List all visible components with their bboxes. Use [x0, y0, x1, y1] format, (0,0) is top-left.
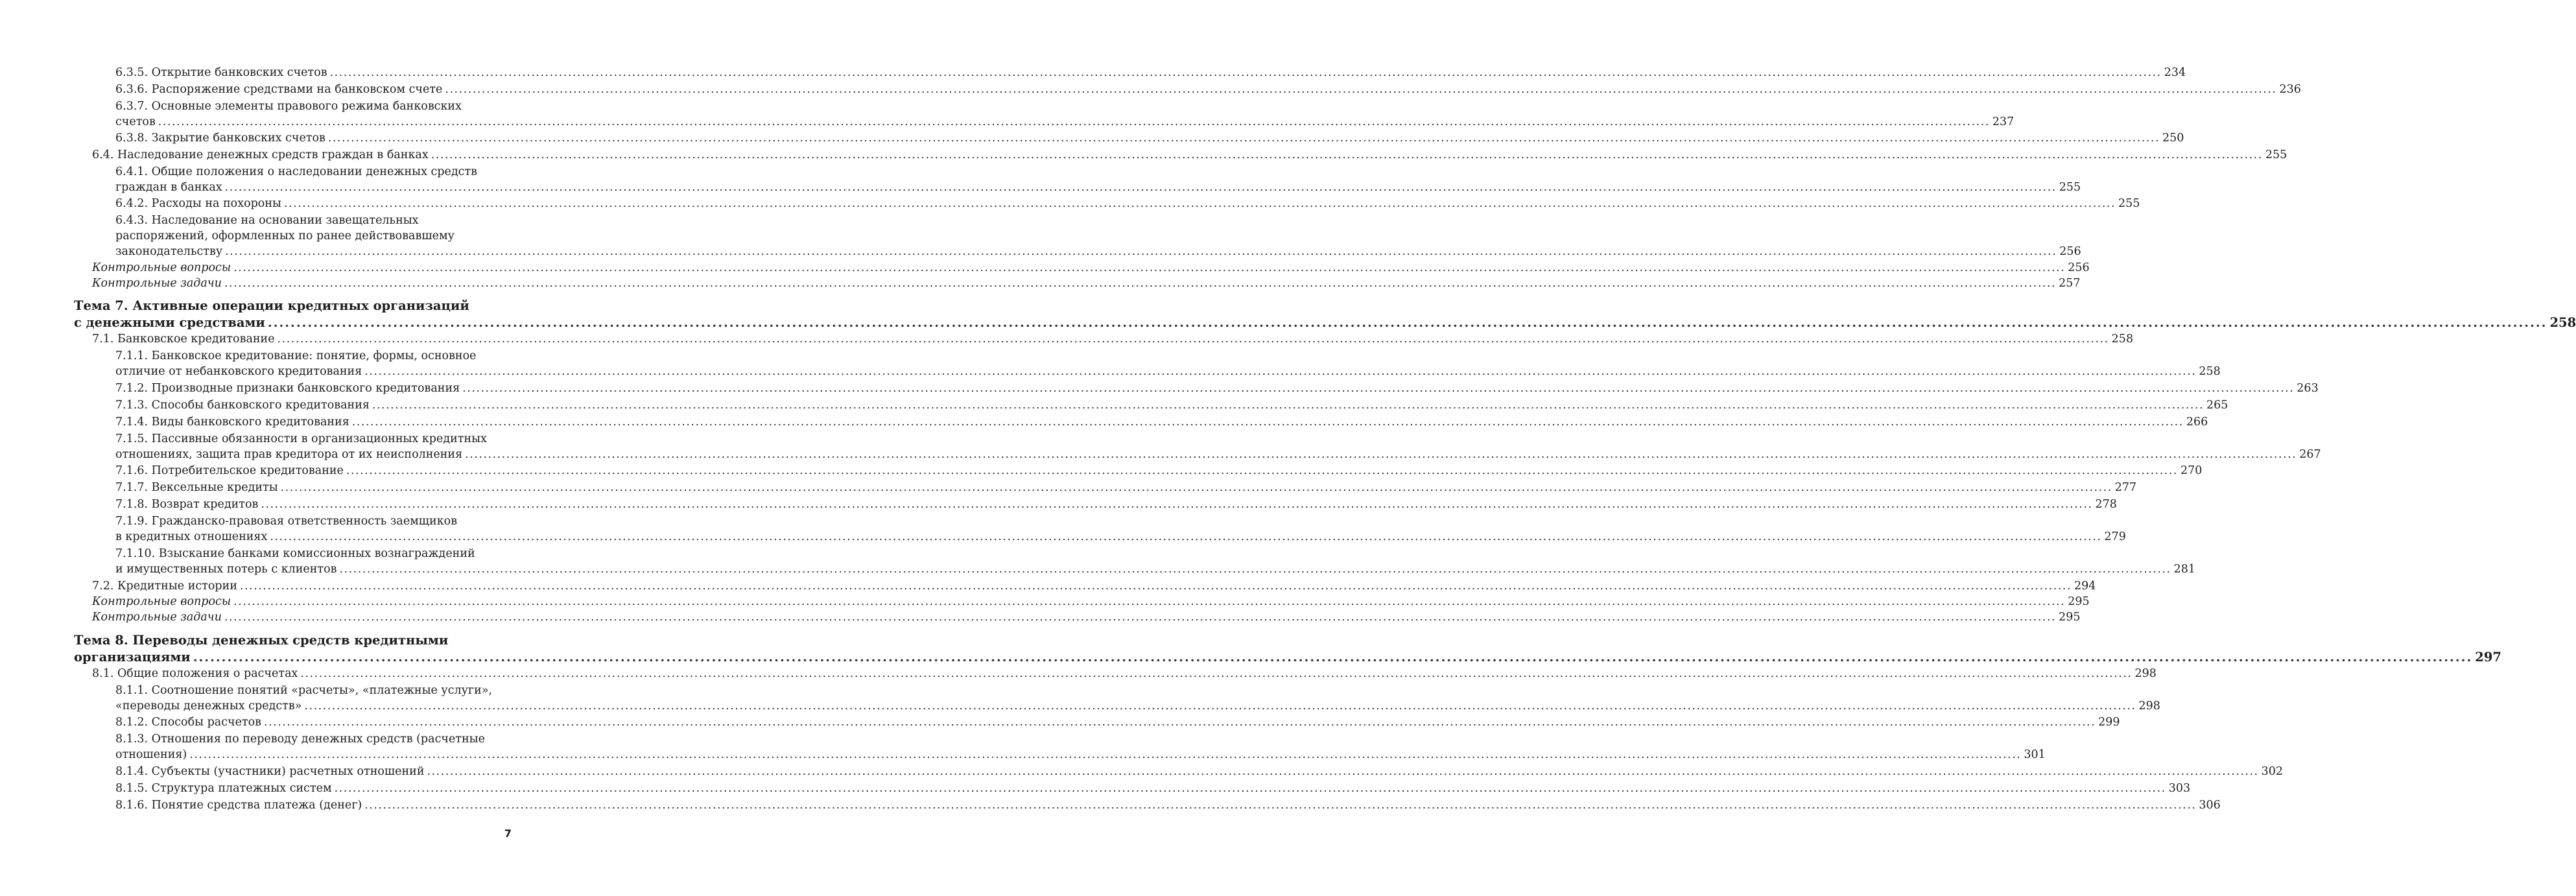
entry-title-line: 7.1.5. Пассивные обязанности в организационных кредитных [115, 432, 487, 445]
toc-entry [115, 781, 2191, 796]
entry-title-line: 7.1.2. Производные признаки банковского кредитования [115, 382, 460, 395]
entry-page-number: 303 [2168, 782, 2191, 795]
toc-entry [115, 99, 2015, 130]
toc-entry [115, 797, 2221, 813]
entry-title-line: 8.1.6. Понятие средства платежа (денег) [115, 799, 362, 812]
toc-entry [115, 397, 2228, 413]
entry-title-line: 6.4.1. Общие положения о наследовании денежных средств [115, 165, 477, 178]
toc-entry [92, 260, 2090, 276]
entry-title-line: Тема 7. Активные операции кредитных организаций [74, 298, 469, 313]
toc-entry [115, 381, 2319, 396]
entry-page-number: 278 [2095, 498, 2117, 511]
entry-title-line: 7.1.1. Банковское кредитование: понятие, формы, основное [115, 349, 477, 362]
entry-title-line: и имущественных потерь с клиентов [115, 563, 337, 576]
dot-leader: ................................................................................................................................................................................................................................................................................................................................................................................................................ [270, 530, 2102, 543]
dot-leader: ................................................................................................................................................................................................................................................................................................................................................................................................................ [364, 365, 2197, 378]
page-number: 7 [504, 827, 512, 840]
toc-topic-heading [74, 298, 2576, 331]
toc-entry [115, 546, 2196, 577]
entry-page-number: 270 [2180, 464, 2203, 477]
entry-title-line: 7.1. Банковское кредитование [92, 333, 275, 346]
toc-entry [115, 65, 2186, 80]
entry-title-line: 7.1.6. Потребительское кредитование [115, 464, 344, 477]
dot-leader: ................................................................................................................................................................................................................................................................................................................................................................................................................ [277, 333, 2109, 346]
entry-page-number: 258 [2111, 333, 2134, 346]
entry-title-line: Тема 8. Переводы денежных средств кредитными [74, 633, 449, 648]
entry-page-number: 297 [2475, 650, 2501, 665]
toc-topic-heading [74, 632, 2501, 666]
dot-leader: ................................................................................................................................................................................................................................................................................................................................................................................................................ [304, 700, 2136, 713]
dot-leader: ................................................................................................................................................................................................................................................................................................................................................................................................................ [346, 464, 2178, 477]
entry-page-number: 302 [2261, 765, 2284, 778]
dot-leader: ................................................................................................................................................................................................................................................................................................................................................................................................................ [224, 611, 2057, 624]
toc-entry [92, 609, 2081, 625]
entry-title-line: 7.1.4. Виды банковского кредитования [115, 416, 349, 429]
entry-title-line: счетов [115, 115, 156, 128]
toc-entry [92, 147, 2287, 163]
entry-title-line: 8.1. Общие положения о расчетах [92, 667, 298, 680]
entry-page-number: 298 [2134, 667, 2157, 680]
entry-page-number: 256 [2068, 261, 2090, 274]
toc-entry [115, 82, 2301, 97]
toc-entry [115, 497, 2117, 512]
entry-page-number: 234 [2164, 66, 2186, 79]
entry-title-line: 7.1.10. Взыскание банками комиссионных вознаграждений [115, 547, 475, 560]
entry-page-number: 256 [2059, 245, 2081, 258]
dot-leader: ................................................................................................................................................................................................................................................................................................................................................................................................................ [300, 667, 2133, 680]
entry-page-number: 298 [2138, 700, 2160, 713]
entry-title-line: 8.1.5. Структура платежных систем [115, 782, 332, 795]
entry-title-line: 8.1.2. Способы расчетов [115, 716, 262, 729]
toc-entry [92, 666, 2157, 681]
dot-leader: ................................................................................................................................................................................................................................................................................................................................................................................................................ [280, 481, 2112, 494]
toc-entry [115, 683, 2160, 714]
entry-page-number: 277 [2114, 481, 2137, 494]
entry-page-number: 294 [2074, 580, 2096, 593]
entry-page-number: 258 [2199, 365, 2221, 378]
entry-page-number: 306 [2199, 799, 2221, 812]
dot-leader: ................................................................................................................................................................................................................................................................................................................................................................................................................ [264, 716, 2096, 729]
entry-title-line: 6.3.7. Основные элементы правового режима банковских [115, 100, 462, 113]
dot-leader: ................................................................................................................................................................................................................................................................................................................................................................................................................ [329, 66, 2162, 79]
entry-title-line: 6.4.3. Наследование на основании завещательных [115, 214, 419, 227]
entry-title-line: отношениях, защита прав кредитора от их неисполнения [115, 448, 463, 461]
dot-leader: ................................................................................................................................................................................................................................................................................................................................................................................................................ [334, 782, 2166, 795]
dot-leader: ................................................................................................................................................................................................................................................................................................................................................................................................................ [233, 261, 2066, 274]
dot-leader: ................................................................................................................................................................................................................................................................................................................................................................................................................ [465, 448, 2297, 461]
toc-entry [115, 731, 2046, 762]
entry-page-number: 281 [2173, 563, 2196, 576]
entry-page-number: 301 [2024, 748, 2046, 761]
entry-title-line: отличие от небанковского кредитования [115, 365, 362, 378]
entry-title-line: 6.4.2. Расходы на похороны [115, 197, 281, 210]
dot-leader: ................................................................................................................................................................................................................................................................................................................................................................................................................ [339, 563, 2171, 576]
entry-page-number: 266 [2186, 416, 2208, 429]
toc-entry [115, 196, 2140, 211]
entry-title-line: 7.2. Кредитные истории [92, 580, 237, 593]
dot-leader: ................................................................................................................................................................................................................................................................................................................................................................................................................ [372, 399, 2204, 412]
dot-leader: ................................................................................................................................................................................................................................................................................................................................................................................................................ [283, 197, 2116, 210]
entry-title-line: 6.4. Наследование денежных средств граждан в банках [92, 148, 429, 161]
entry-title-line: граждан в банках [115, 181, 222, 194]
entry-title-line: «переводы денежных средств» [115, 700, 302, 713]
dot-leader: ................................................................................................................................................................................................................................................................................................................................................................................................................ [351, 416, 2184, 429]
toc-entry [115, 130, 2184, 146]
entry-page-number: 295 [2059, 611, 2081, 624]
entry-page-number: 255 [2059, 181, 2081, 194]
toc-entry [115, 213, 2081, 259]
entry-page-number: 250 [2162, 132, 2184, 145]
entry-page-number: 258 [2549, 315, 2576, 330]
toc-entry [115, 513, 2126, 545]
toc-entry [115, 414, 2208, 430]
entry-title-line: 7.1.8. Возврат кредитов [115, 498, 259, 511]
dot-leader: ................................................................................................................................................................................................................................................................................................................................................................................................................ [224, 181, 2057, 194]
dot-leader: ................................................................................................................................................................................................................................................................................................................................................................................................................ [327, 132, 2160, 145]
dot-leader: ................................................................................................................................................................................................................................................................................................................................................................................................................ [158, 115, 1990, 128]
entry-title-line: 8.1.4. Субъекты (участники) расчетных отношений [115, 765, 425, 778]
entry-title-line: с денежными средствами [74, 315, 265, 330]
entry-title-line: 8.1.1. Соотношение понятий «расчеты», «платежные услуги», [115, 684, 493, 697]
dot-leader: ................................................................................................................................................................................................................................................................................................................................................................................................................ [193, 650, 2473, 665]
entry-page-number: 236 [2279, 83, 2301, 96]
entry-title-line: организациями [74, 650, 191, 665]
dot-leader: ................................................................................................................................................................................................................................................................................................................................................................................................................ [462, 382, 2295, 395]
dot-leader: ................................................................................................................................................................................................................................................................................................................................................................................................................ [233, 595, 2066, 608]
entry-page-number: 257 [2059, 277, 2081, 290]
entry-page-number: 267 [2299, 448, 2321, 461]
entry-title-line: 8.1.3. Отношения по переводу денежных средств (расчетные [115, 733, 485, 746]
dot-leader: ................................................................................................................................................................................................................................................................................................................................................................................................................ [427, 765, 2259, 778]
entry-title-line: 7.1.9. Гражданско-правовая ответственность заемщиков [115, 515, 458, 528]
toc-entry [92, 276, 2081, 291]
entry-page-number: 237 [1992, 115, 2015, 128]
entry-title-line: 6.3.8. Закрытие банковских счетов [115, 132, 325, 145]
entry-page-number: 263 [2297, 382, 2319, 395]
toc-entry [115, 348, 2221, 379]
entry-title-line: Контрольные задачи [92, 611, 222, 624]
entry-page-number: 295 [2068, 595, 2090, 608]
entry-page-number: 299 [2098, 716, 2120, 729]
toc-entry [92, 578, 2096, 594]
entry-title-line: 6.3.6. Распоряжение средствами на банковском счете [115, 83, 443, 96]
toc-entry [115, 463, 2203, 478]
dot-leader: ................................................................................................................................................................................................................................................................................................................................................................................................................ [189, 748, 2022, 761]
dot-leader: ................................................................................................................................................................................................................................................................................................................................................................................................................ [225, 245, 2057, 258]
toc-entry [92, 594, 2090, 609]
entry-title-line: законодательству [115, 245, 223, 258]
dot-leader: ................................................................................................................................................................................................................................................................................................................................................................................................................ [445, 83, 2277, 96]
entry-title-line: 7.1.3. Способы банковского кредитования [115, 399, 370, 412]
entry-title-line: отношения) [115, 748, 187, 761]
entry-page-number: 265 [2206, 399, 2228, 412]
toc-entry [115, 714, 2120, 730]
dot-leader: ................................................................................................................................................................................................................................................................................................................................................................................................................ [431, 148, 2263, 161]
entry-title-line: Контрольные вопросы [92, 261, 231, 274]
toc-entry [115, 431, 2321, 462]
dot-leader: ................................................................................................................................................................................................................................................................................................................................................................................................................ [261, 498, 2093, 511]
dot-leader: ................................................................................................................................................................................................................................................................................................................................................................................................................ [224, 277, 2057, 290]
toc-entry [92, 331, 2134, 347]
entry-title-line: 6.3.5. Открытие банковских счетов [115, 66, 327, 79]
dot-leader: ................................................................................................................................................................................................................................................................................................................................................................................................................ [364, 799, 2197, 812]
dot-leader: ................................................................................................................................................................................................................................................................................................................................................................................................................ [267, 315, 2547, 330]
entry-page-number: 255 [2265, 148, 2287, 161]
dot-leader: ................................................................................................................................................................................................................................................................................................................................................................................................................ [239, 580, 2072, 593]
entry-page-number: 279 [2104, 530, 2126, 543]
entry-title-line: Контрольные задачи [92, 277, 222, 290]
entry-title-line: в кредитных отношениях [115, 530, 268, 543]
entry-title-line: распоряжений, оформленных по ранее действовавшему [115, 230, 455, 242]
entry-title-line: Контрольные вопросы [92, 595, 231, 608]
toc-entry [115, 164, 2081, 195]
toc-entry [115, 764, 2284, 779]
entry-page-number: 255 [2118, 197, 2140, 210]
toc-entry [115, 480, 2137, 495]
entry-title-line: 7.1.7. Вексельные кредиты [115, 481, 278, 494]
